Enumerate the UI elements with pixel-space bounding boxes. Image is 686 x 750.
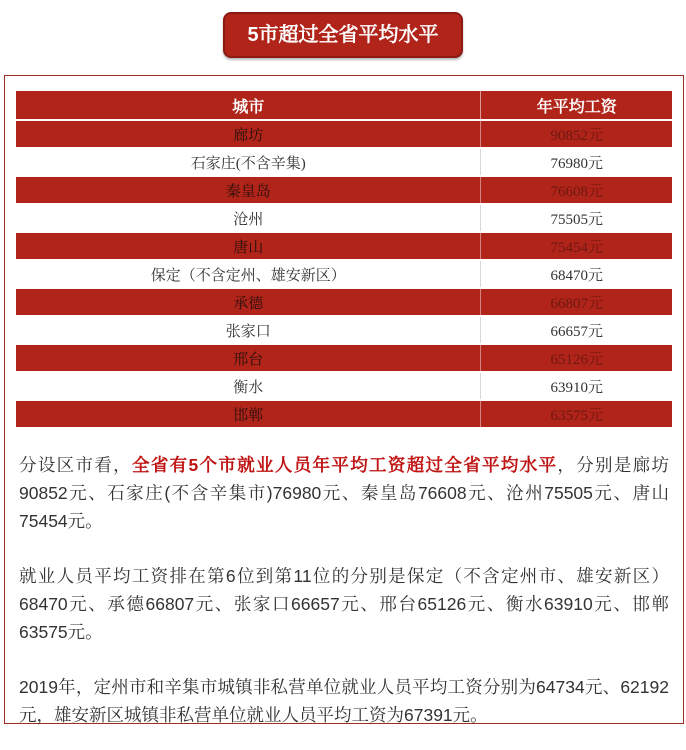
city-cell: 沧州 [233, 211, 264, 228]
city-cell: 秦皇岛 [225, 183, 271, 200]
title-badge [223, 12, 462, 58]
city-cell: 唐山 [233, 239, 264, 256]
table-row [16, 345, 672, 371]
table-row [16, 261, 672, 287]
wage-cell: 76608元 [480, 177, 672, 203]
content-panel [4, 75, 684, 724]
city-cell: 廊坊 [233, 127, 264, 144]
wage-table-body [16, 121, 672, 427]
table-row [16, 373, 672, 399]
wage-cell: 65126元 [480, 345, 672, 371]
city-column-header: 城市 [16, 91, 480, 119]
city-cell: 张家口 [225, 323, 271, 340]
wage-table [16, 89, 672, 429]
table-row [16, 177, 672, 203]
paragraph-top5-highlight: 全省有5个市就业人员年平均工资超过全省平均水平 [132, 455, 558, 475]
table-row [16, 121, 672, 147]
wage-cell: 68470元 [480, 261, 672, 287]
city-cell: 石家庄(不含辛集) [190, 155, 306, 172]
city-cell: 承德 [233, 295, 264, 312]
table-row [16, 205, 672, 231]
table-row [16, 149, 672, 175]
paragraph-2019-note: 2019年，定州市和辛集市城镇非私营单位就业人员平均工资分别为64734元、62192元，雄安新区城镇非私营单位就业人员平均工资为67391元。 [19, 677, 669, 725]
paragraph-top5-suffix: ，分别是廊坊90852元、石家庄(不含辛集市)76980元、秦皇岛76608元、沧州75505元、唐山75454元。 [19, 455, 670, 531]
table-row [16, 317, 672, 343]
wage-cell: 63575元 [480, 401, 672, 427]
city-cell: 邢台 [233, 351, 264, 368]
city-cell: 衡水 [233, 379, 264, 396]
wage-cell: 75505元 [480, 205, 672, 231]
wage-cell: 75454元 [480, 233, 672, 259]
paragraph-top5-prefix: 分设区市看， [19, 455, 132, 475]
wage-column-header: 年平均工资 [480, 91, 672, 119]
city-cell: 保定（不含定州、雄安新区） [150, 267, 346, 284]
city-cell: 邯郸 [233, 407, 264, 424]
wage-cell: 90852元 [480, 121, 672, 147]
article-body [16, 451, 672, 729]
wage-cell: 66657元 [480, 317, 672, 343]
wage-cell: 66807元 [480, 289, 672, 315]
table-row [16, 233, 672, 259]
wage-cell: 63910元 [480, 373, 672, 399]
paragraph-top5 [19, 451, 669, 535]
wage-cell: 76980元 [480, 149, 672, 175]
table-row [16, 401, 672, 427]
paragraph-rank6to11: 就业人员平均工资排在第6位到第11位的分别是保定（不含定州市、雄安新区）68470元、承德66807元、张家口66657元、邢台65126元、衡水63910元、邯郸63575元。 [19, 566, 669, 642]
table-row [16, 289, 672, 315]
table-header-row [16, 91, 672, 119]
title-badge-label: 5市超过全省平均水平 [247, 24, 439, 46]
